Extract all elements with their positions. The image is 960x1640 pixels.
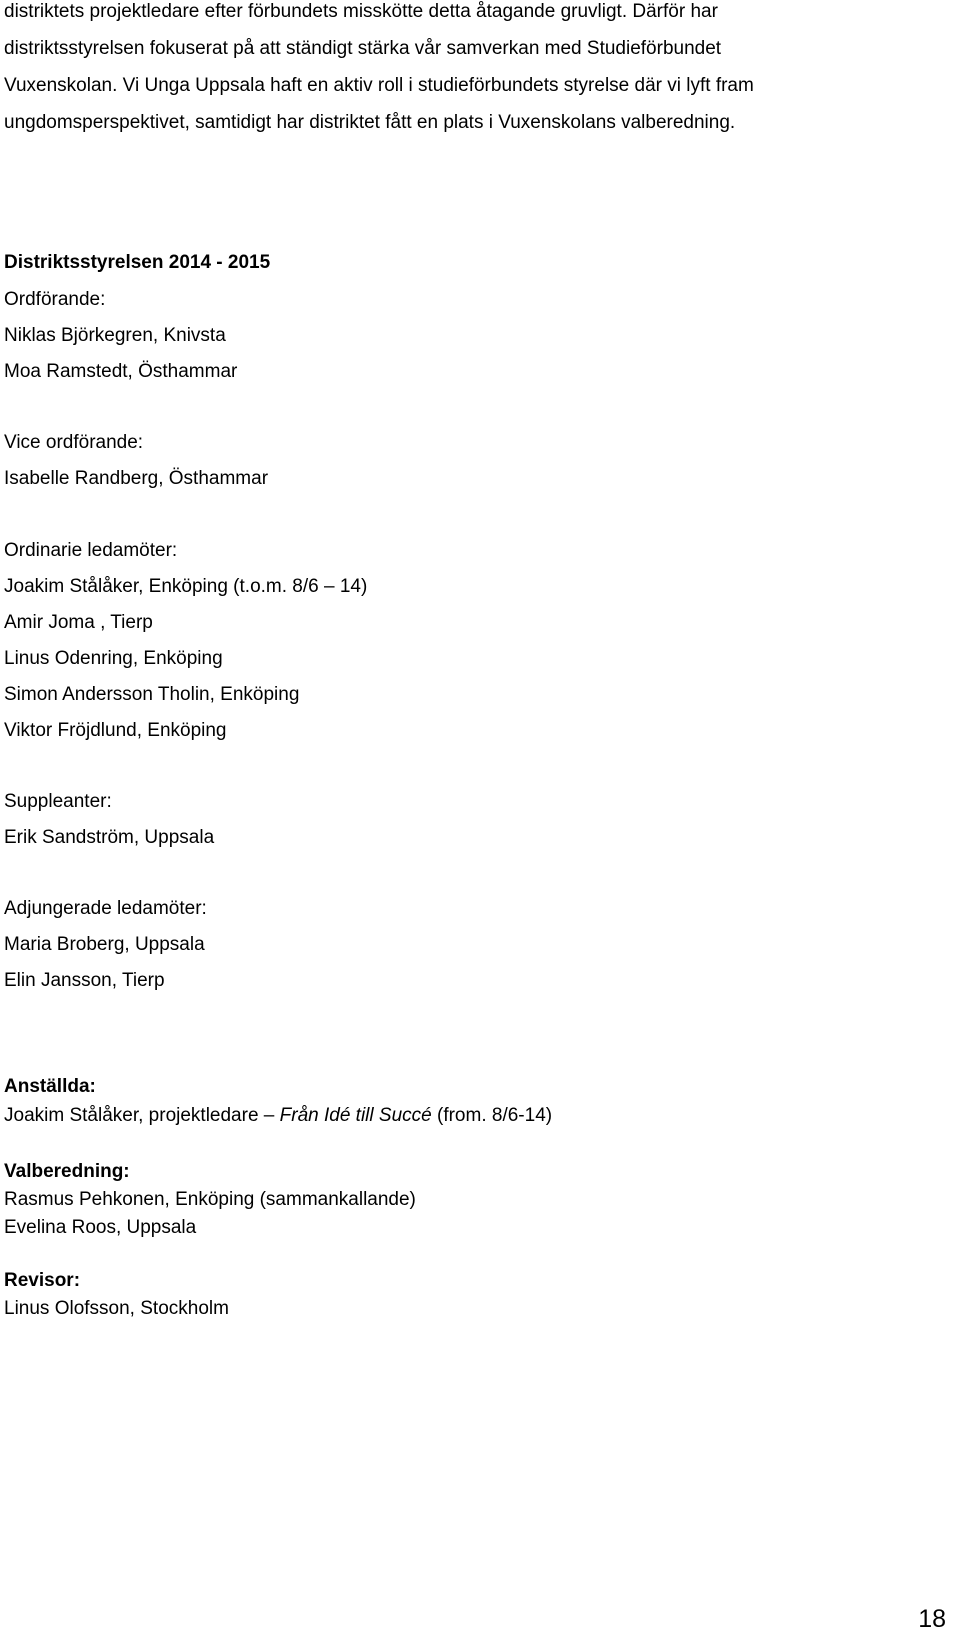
ordinary-member: Simon Andersson Tholin, Enköping — [4, 684, 300, 705]
nomination-member: Rasmus Pehkonen, Enköping (sammankallande) — [4, 1189, 416, 1210]
ordinary-member: Linus Odenring, Enköping — [4, 648, 223, 669]
vice-chair-member: Isabelle Randberg, Östhammar — [4, 468, 269, 489]
co-opted-member: Maria Broberg, Uppsala — [4, 934, 205, 955]
vice-chair-label: Vice ordförande: — [4, 432, 144, 453]
chair-label: Ordförande: — [4, 289, 106, 310]
intro-line: distriktets projektledare efter förbundets misskötte detta åtagande gruvligt. Därför har — [4, 1, 718, 22]
board-heading: Distriktsstyrelsen 2014 - 2015 — [4, 252, 271, 273]
chair-member: Niklas Björkegren, Knivsta — [4, 325, 226, 346]
intro-line: distriktsstyrelsen fokuserat på att ständigt stärka vår samverkan med Studieförbundet — [4, 38, 722, 59]
nomination-member: Evelina Roos, Uppsala — [4, 1217, 197, 1238]
ordinary-label: Ordinarie ledamöter: — [4, 540, 178, 561]
staff-label: Anställda: — [4, 1076, 96, 1097]
ordinary-member: Joakim Stålåker, Enköping (t.o.m. 8/6 – 14) — [4, 576, 368, 597]
staff-member-suffix: (from. 8/6-14) — [431, 1105, 553, 1126]
staff-project-name: Från Idé till Succé — [279, 1105, 432, 1126]
ordinary-member: Amir Joma , Tierp — [4, 612, 153, 633]
staff-member-prefix: Joakim Stålåker, projektledare – — [4, 1105, 280, 1126]
ordinary-member: Viktor Fröjdlund, Enköping — [4, 720, 227, 741]
co-opted-member: Elin Jansson, Tierp — [4, 970, 165, 991]
staff-member — [4, 1104, 552, 1128]
auditor-label: Revisor: — [4, 1270, 81, 1291]
auditor-member: Linus Olofsson, Stockholm — [4, 1298, 229, 1319]
chair-member: Moa Ramstedt, Östhammar — [4, 361, 238, 382]
intro-line: ungdomsperspektivet, samtidigt har distriktet fått en plats i Vuxenskolans valberedning. — [4, 112, 736, 133]
deputies-label: Suppleanter: — [4, 791, 112, 812]
intro-line: Vuxenskolan. Vi Unga Uppsala haft en aktiv roll i studieförbundets styrelse där vi lyft fram — [4, 75, 754, 96]
deputy-member: Erik Sandström, Uppsala — [4, 827, 215, 848]
page-number: 18 — [918, 1605, 946, 1633]
co-opted-label: Adjungerade ledamöter: — [4, 898, 207, 919]
nomination-label: Valberedning: — [4, 1161, 130, 1182]
